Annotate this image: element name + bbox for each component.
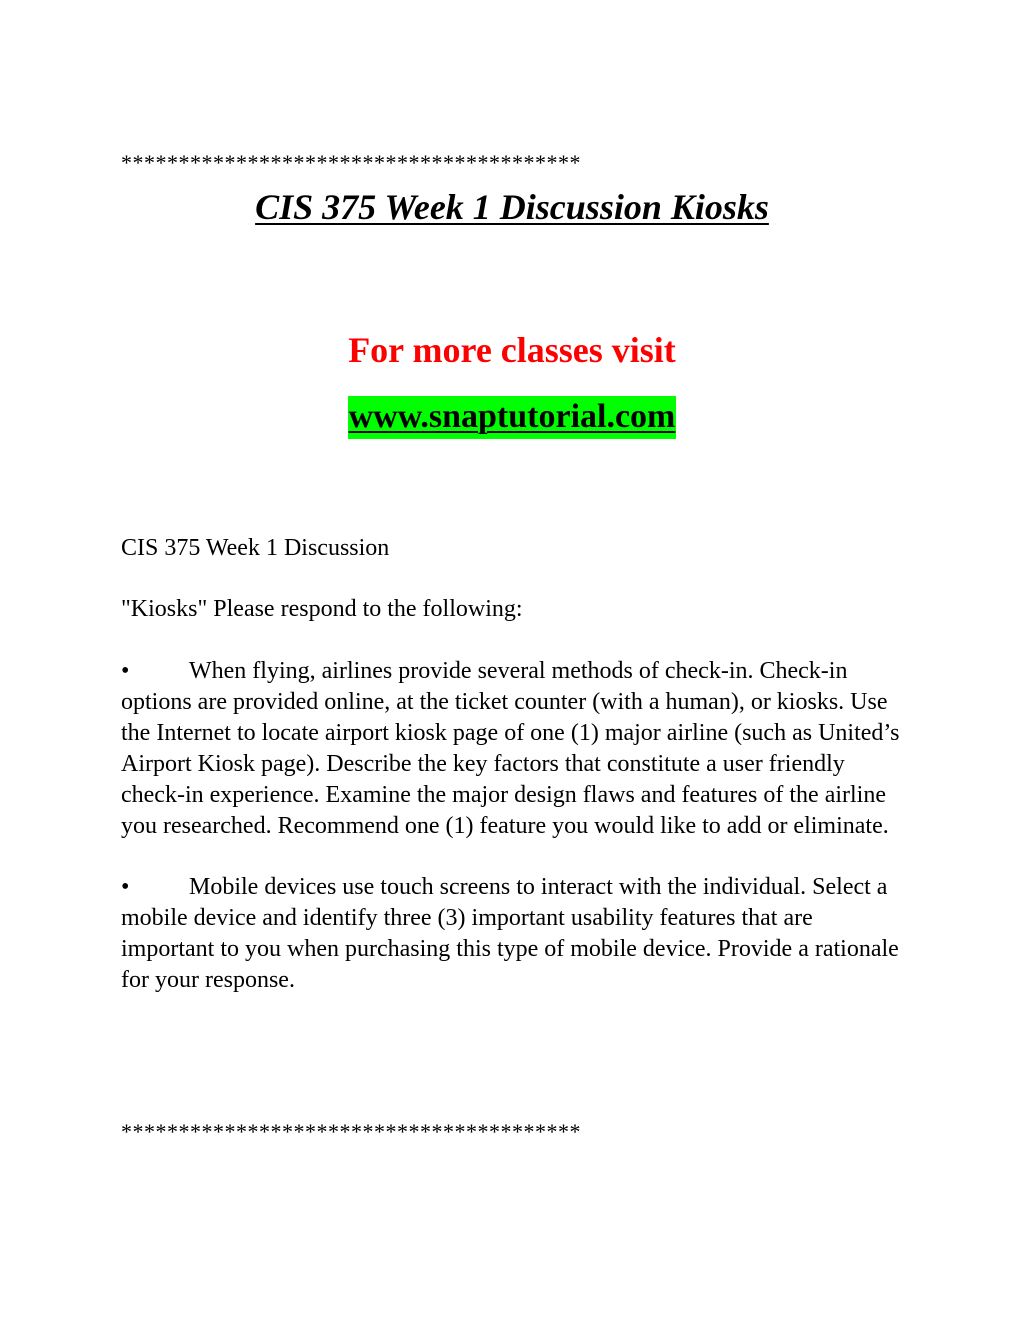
question-1-text: When flying, airlines provide several methods of check-in. Check-in options are provided online, at the ticket counter (with a human), or kiosks. Use the Internet to locate airport kiosk page of one (1) major airline (such as United’s Airport Kiosk page). Describe the key factors that constitute a user friendly check-in experience. Examine the major design flaws and features of the airline you researched. Recommend one (1) feature you would like to add or eliminate. <box>121 658 900 839</box>
title-container <box>0 188 1024 228</box>
section-heading: CIS 375 Week 1 Discussion <box>121 535 390 561</box>
question-2-bullet: • <box>121 874 130 900</box>
question-2-text: Mobile devices use touch screens to interact with the individual. Select a mobile device and identify three (3) important usability features that are important to you when purchasing this type of mobile device. Provide a rationale for your response. <box>121 874 899 993</box>
question-1-bullet: • <box>121 658 130 684</box>
promo-text: For more classes visit <box>348 330 676 370</box>
discussion-prompt: "Kiosks" Please respond to the following: <box>121 596 523 622</box>
document-title: CIS 375 Week 1 Discussion Kiosks <box>255 187 769 227</box>
question-2 <box>121 872 911 996</box>
bottom-separator: **************************************** <box>121 1119 581 1144</box>
website-link[interactable]: www.snaptutorial.com <box>348 396 677 439</box>
question-1 <box>121 656 911 842</box>
top-separator: **************************************** <box>121 150 581 175</box>
website-container <box>0 396 1024 439</box>
